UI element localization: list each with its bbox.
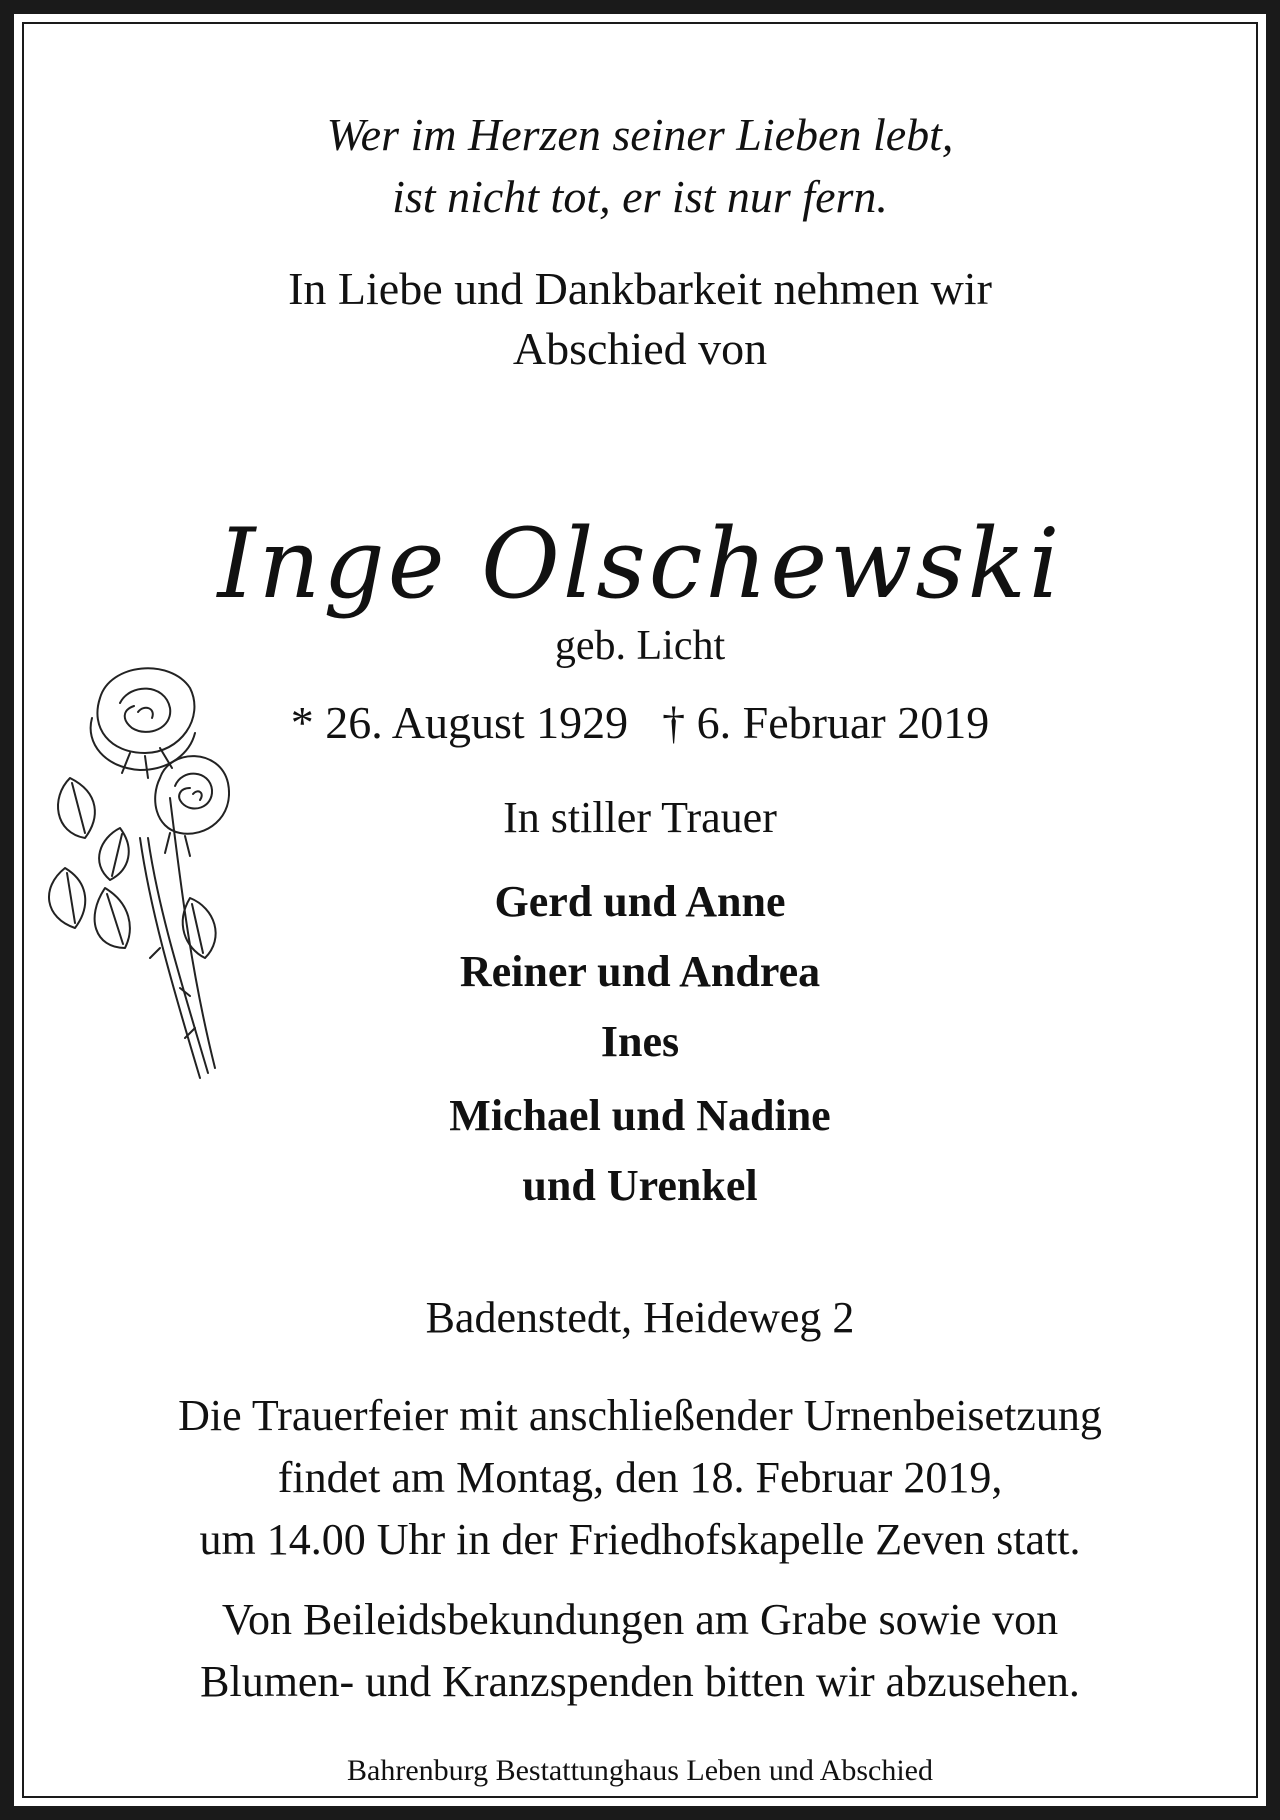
deceased-name: Inge Olschewski bbox=[217, 508, 1063, 620]
service-line-3: um 14.00 Uhr in der Friedhofskapelle Zeven statt. bbox=[199, 1515, 1081, 1564]
family-member-4: Michael und Nadine bbox=[449, 1091, 831, 1140]
family-member-3: Ines bbox=[600, 1017, 680, 1066]
motto-line-1: Wer im Herzen seiner Lieben lebt, bbox=[326, 109, 954, 160]
mourning-line: In stiller Trauer bbox=[503, 793, 777, 842]
maiden-name: geb. Licht bbox=[554, 623, 726, 669]
address: Badenstedt, Heideweg 2 bbox=[425, 1293, 855, 1342]
service-line-1: Die Trauerfeier mit anschließender Urnenbeisetzung bbox=[178, 1391, 1102, 1440]
request-line-1: Von Beileidsbekundungen am Grabe sowie von bbox=[221, 1595, 1059, 1644]
death-date: † 6. Februar 2019 bbox=[662, 697, 990, 748]
birth-date: * 26. August 1929 bbox=[290, 697, 629, 748]
request-line-2: Blumen- und Kranzspenden bitten wir abzusehen. bbox=[200, 1657, 1080, 1706]
intro-line-2: Abschied von bbox=[512, 323, 768, 374]
intro-line-1: In Liebe und Dankbarkeit nehmen wir bbox=[288, 263, 992, 314]
service-line-2: findet am Montag, den 18. Februar 2019, bbox=[277, 1453, 1003, 1502]
motto-line-2: ist nicht tot, er ist nur fern. bbox=[392, 171, 888, 222]
family-member-5: und Urenkel bbox=[522, 1161, 758, 1210]
funeral-home-footer: Bahrenburg Bestattunghaus Leben und Abschied bbox=[347, 1754, 933, 1787]
rose-icon bbox=[30, 648, 230, 1088]
family-member-1: Gerd und Anne bbox=[494, 877, 786, 926]
family-member-2: Reiner und Andrea bbox=[459, 947, 821, 996]
